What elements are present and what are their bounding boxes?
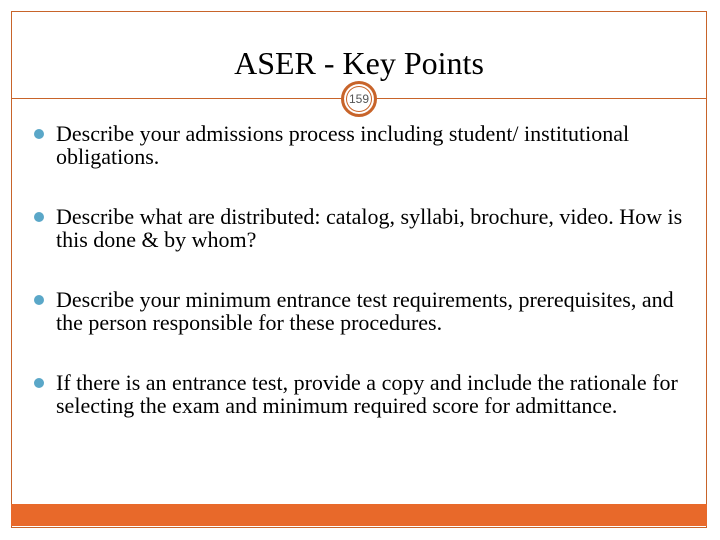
slide-title: ASER - Key Points xyxy=(234,45,484,81)
bullet-dot-icon xyxy=(34,378,44,388)
bullet-text: If there is an entrance test, provide a copy and include the rationale for selecting the exam and minimum required score for admittance. xyxy=(56,370,678,418)
bullet-item xyxy=(34,122,698,168)
bullet-text: Describe your admissions process including student/ institutional obligations. xyxy=(56,121,630,169)
footer-bar xyxy=(11,504,707,526)
bullet-item xyxy=(34,371,698,417)
bullet-text: Describe what are distributed: catalog, syllabi, brochure, video. How is this done & by whom? xyxy=(56,204,683,252)
bullet-item xyxy=(34,205,698,251)
bullet-list xyxy=(34,122,698,454)
slide-number-badge: 159 xyxy=(341,81,377,117)
bullet-dot-icon xyxy=(34,295,44,305)
bullet-item xyxy=(34,288,698,334)
bullet-text: Describe your minimum entrance test requirements, prerequisites, and the person responsible for these procedures. xyxy=(56,287,674,335)
bullet-dot-icon xyxy=(34,129,44,139)
bullet-dot-icon xyxy=(34,212,44,222)
